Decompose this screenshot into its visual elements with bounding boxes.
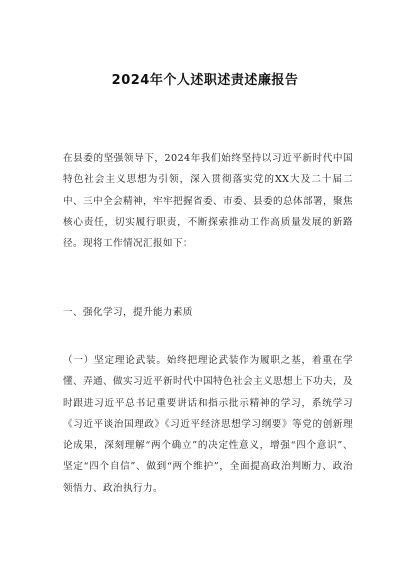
document-title: 2024年个人述职述责述廉报告 [111,73,299,88]
section-body-paragraph: （一）坚定理论武装。始终把理论武装作为履职之基，着重在学懂、弄通、做实习近平新时代中国特色社会主义思想上下功夫，及时跟进习近平总书记重要讲话和指示批示精神的学习，系统学习《习近平谈治国理政》《习近平经济思想学习纲要》等党的创新理论成果，深刻理解“两个确立”的决定性意义，增强“四个意识”、坚定“四个自信”、做到“两个维护”，全面提高政治判断力、政治领悟力、政治执行力。 [63,355,353,494]
intro-paragraph: 在县委的坚强领导下，2024年我们始终坚持以习近平新时代中国特色社会主义思想为引领，深入贯彻落实党的XX大及二十届二中、三中全会精神，牢牢把握省委、市委、县委的总体部署，聚焦核心责任，切实履行职责，不断探索推动工作高质量发展的新路径。现将工作情况汇报如下： [63,153,353,250]
section-heading: 一、强化学习，提升能力素质 [63,307,193,318]
